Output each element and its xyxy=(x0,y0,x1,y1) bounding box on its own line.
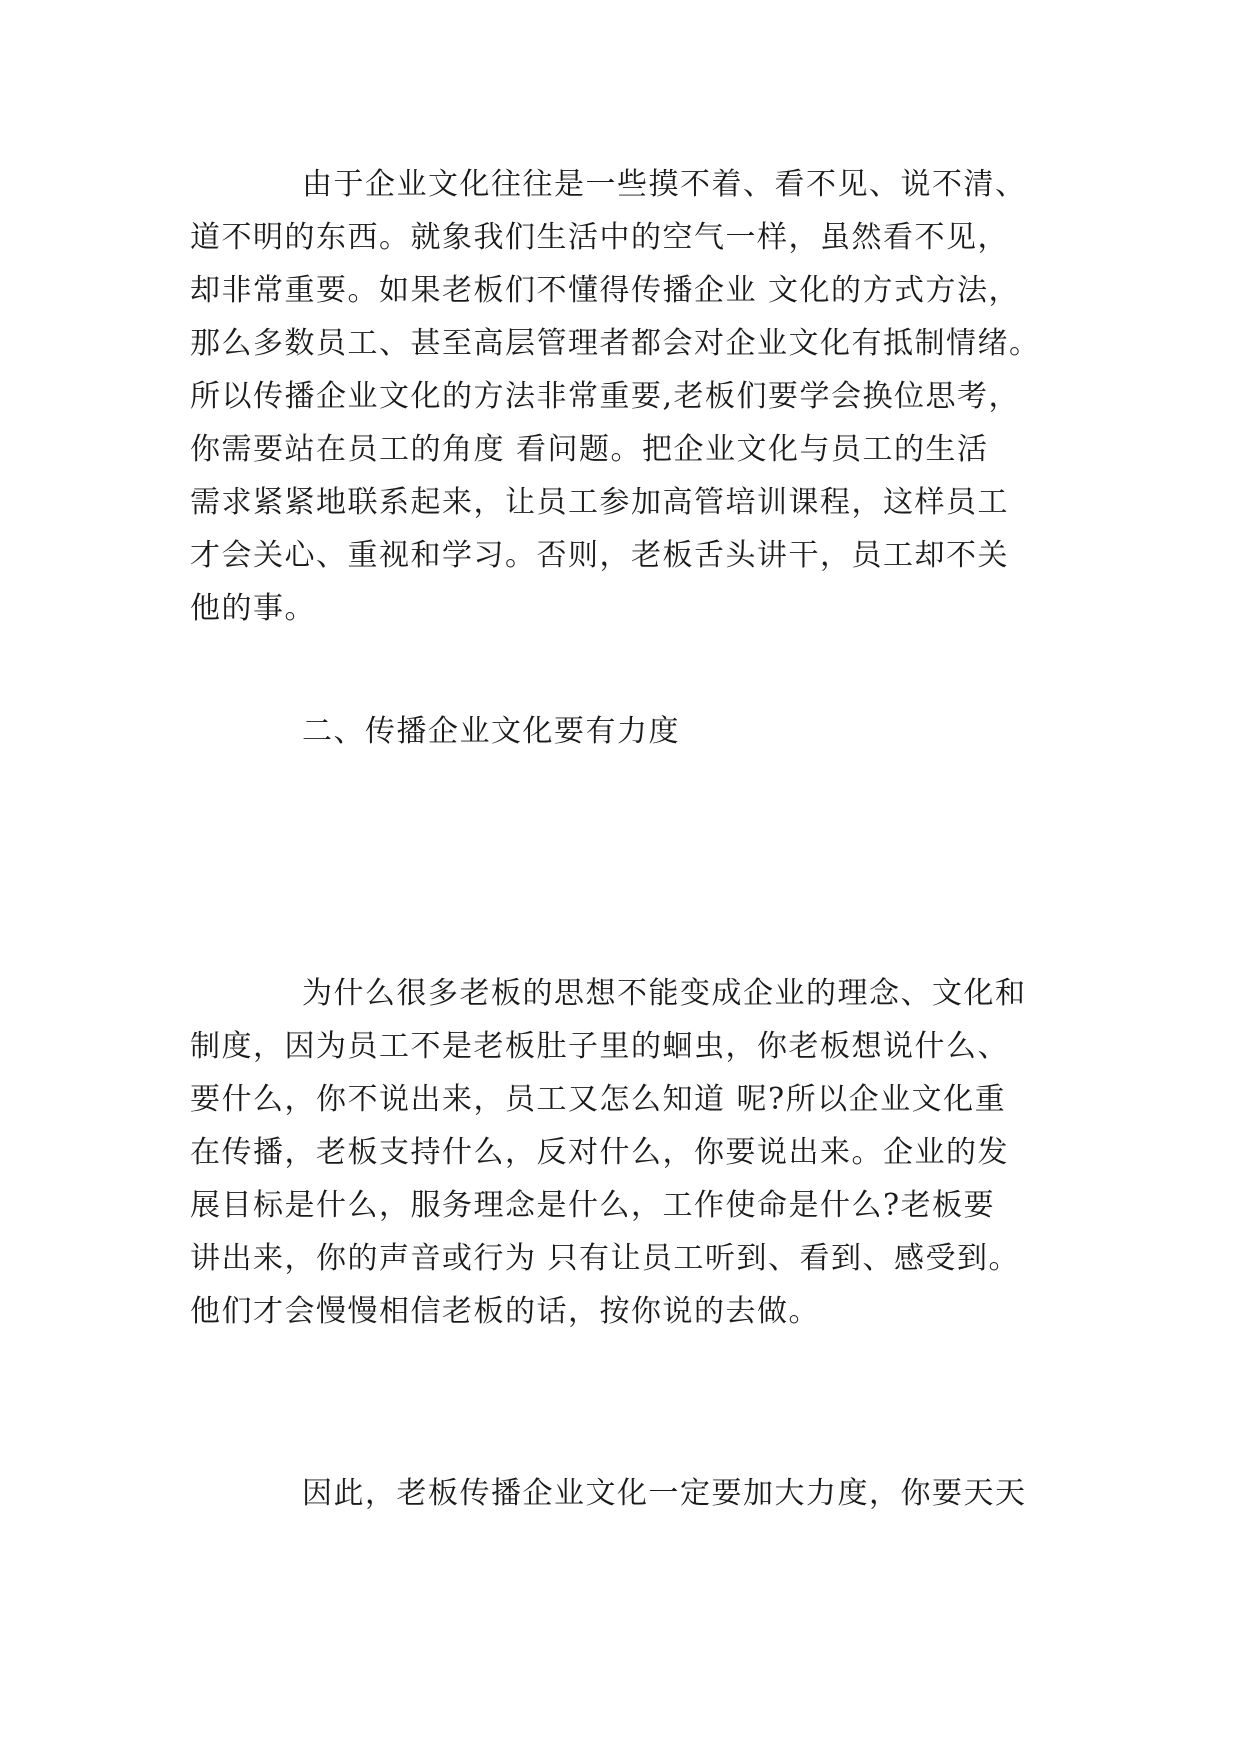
paragraph-line: 却非常重要。如果老板们不懂得传播企业 文化的方式方法， xyxy=(190,273,1021,308)
paragraph-line: 由于企业文化往往是一些摸不着、看不见、说不清、 xyxy=(302,167,1027,202)
section-heading-text: 二、传播企业文化要有力度 xyxy=(302,714,680,749)
paragraph-line: 因此，老板传播企业文化一定要加大力度，你要天天 xyxy=(302,1476,1027,1511)
paragraph-line: 你需要站在员工的角度 看问题。把企业文化与员工的生活 xyxy=(190,432,989,467)
paragraph-line: 才会关心、重视和学习。否则，老板舌头讲干，员工却不关 xyxy=(190,538,1009,573)
paragraph-2 xyxy=(190,967,1070,1338)
paragraph-line: 所以传播企业文化的方法非常重要,老板们要学会换位思考， xyxy=(190,379,1021,414)
paragraph-line: 讲出来，你的声音或行为 只有让员工听到、看到、感受到。 xyxy=(190,1241,1021,1276)
paragraph-line: 要什么，你不说出来，员工又怎么知道 呢?所以企业文化重 xyxy=(190,1082,1007,1117)
section-heading xyxy=(190,705,1070,758)
paragraph-1 xyxy=(190,158,1070,635)
paragraph-line: 制度，因为员工不是老板肚子里的蛔虫，你老板想说什么、 xyxy=(190,1029,1009,1064)
paragraph-line: 他的事。 xyxy=(190,591,316,626)
paragraph-line: 那么多数员工、甚至高层管理者都会对企业文化有抵制情绪。 xyxy=(190,326,1041,361)
paragraph-3 xyxy=(190,1467,1070,1520)
paragraph-line: 道不明的东西。就象我们生活中的空气一样，虽然看不见， xyxy=(190,220,1009,255)
paragraph-line: 他们才会慢慢相信老板的话，按你说的去做。 xyxy=(190,1294,820,1329)
paragraph-line: 需求紧紧地联系起来，让员工参加高管培训课程，这样员工 xyxy=(190,485,1009,520)
paragraph-line: 为什么很多老板的思想不能变成企业的理念、文化和 xyxy=(302,976,1027,1011)
paragraph-line: 展目标是什么，服务理念是什么，工作使命是什么?老板要 xyxy=(190,1188,996,1223)
paragraph-line: 在传播，老板支持什么，反对什么，你要说出来。企业的发 xyxy=(190,1135,1009,1170)
